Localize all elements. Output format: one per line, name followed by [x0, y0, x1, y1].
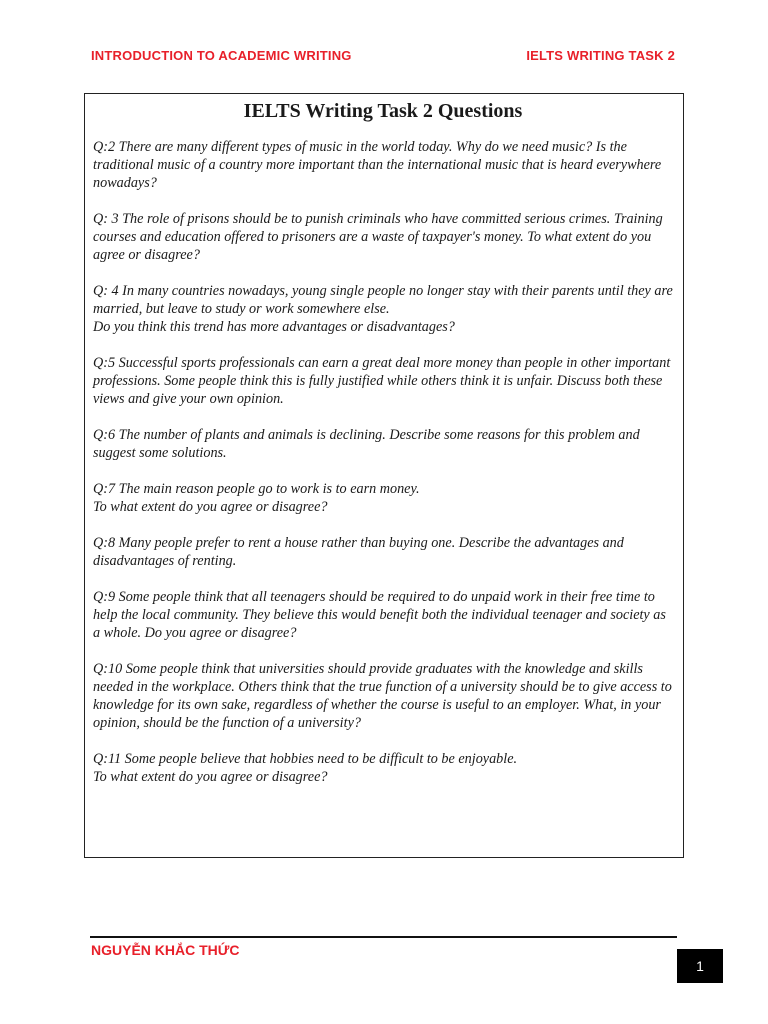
page-number-box: [677, 949, 723, 983]
question-item: Q: 4 In many countries nowadays, young single people no longer stay with their parents until they are married, but leave to study or work somewhere else. Do you think this trend has more advantages or disadvantages?: [93, 283, 673, 335]
questions-box: [84, 93, 684, 858]
question-item: Q:6 The number of plants and animals is declining. Describe some reasons for this problem and suggest some solutions.: [93, 427, 640, 461]
footer-divider: [90, 936, 677, 938]
question-item: Q:5 Successful sports professionals can earn a great deal more money than people in other important professions. Some people think this is fully justified while others think it is unfair. Discuss both these views and give your own opinion.: [93, 355, 671, 407]
question-item: Q:11 Some people believe that hobbies need to be difficult to be enjoyable. To what extent do you agree or disagree?: [93, 751, 518, 785]
page-number: 1: [696, 958, 704, 974]
question-item: Q:10 Some people think that universities should provide graduates with the knowledge and skills needed in the workplace. Others think that the true function of a university should be to give access to knowledge for its own sake, regardless of whether the course is useful to an employer. What, in your opinion, should be the function of a university?: [93, 661, 672, 731]
question-item: Q:2 There are many different types of music in the world today. Why do we need music? Is the traditional music of a country more important than the international music that is heard everywhere nowadays?: [93, 139, 662, 191]
question-item: Q:8 Many people prefer to rent a house rather than buying one. Describe the advantages and disadvantages of renting.: [93, 535, 624, 569]
question-item: Q:9 Some people think that all teenagers should be required to do unpaid work in their free time to help the local community. They believe this would benefit both the individual teenager and society as a whole. Do you agree or disagree?: [93, 589, 666, 641]
header-left-title: INTRODUCTION TO ACADEMIC WRITING: [91, 48, 352, 63]
footer-author: NGUYỄN KHẮC THỨC: [91, 942, 240, 958]
question-item: Q: 3 The role of prisons should be to punish criminals who have committed serious crimes. Training courses and education offered to prisoners are a waste of taxpayer's money. To what extent do you agree or disagree?: [93, 211, 663, 263]
header-right-title: IELTS WRITING TASK 2: [526, 48, 675, 63]
question-item: Q:7 The main reason people go to work is to earn money. To what extent do you agree or disagree?: [93, 481, 420, 515]
questions-box-title: IELTS Writing Task 2 Questions: [243, 100, 523, 122]
